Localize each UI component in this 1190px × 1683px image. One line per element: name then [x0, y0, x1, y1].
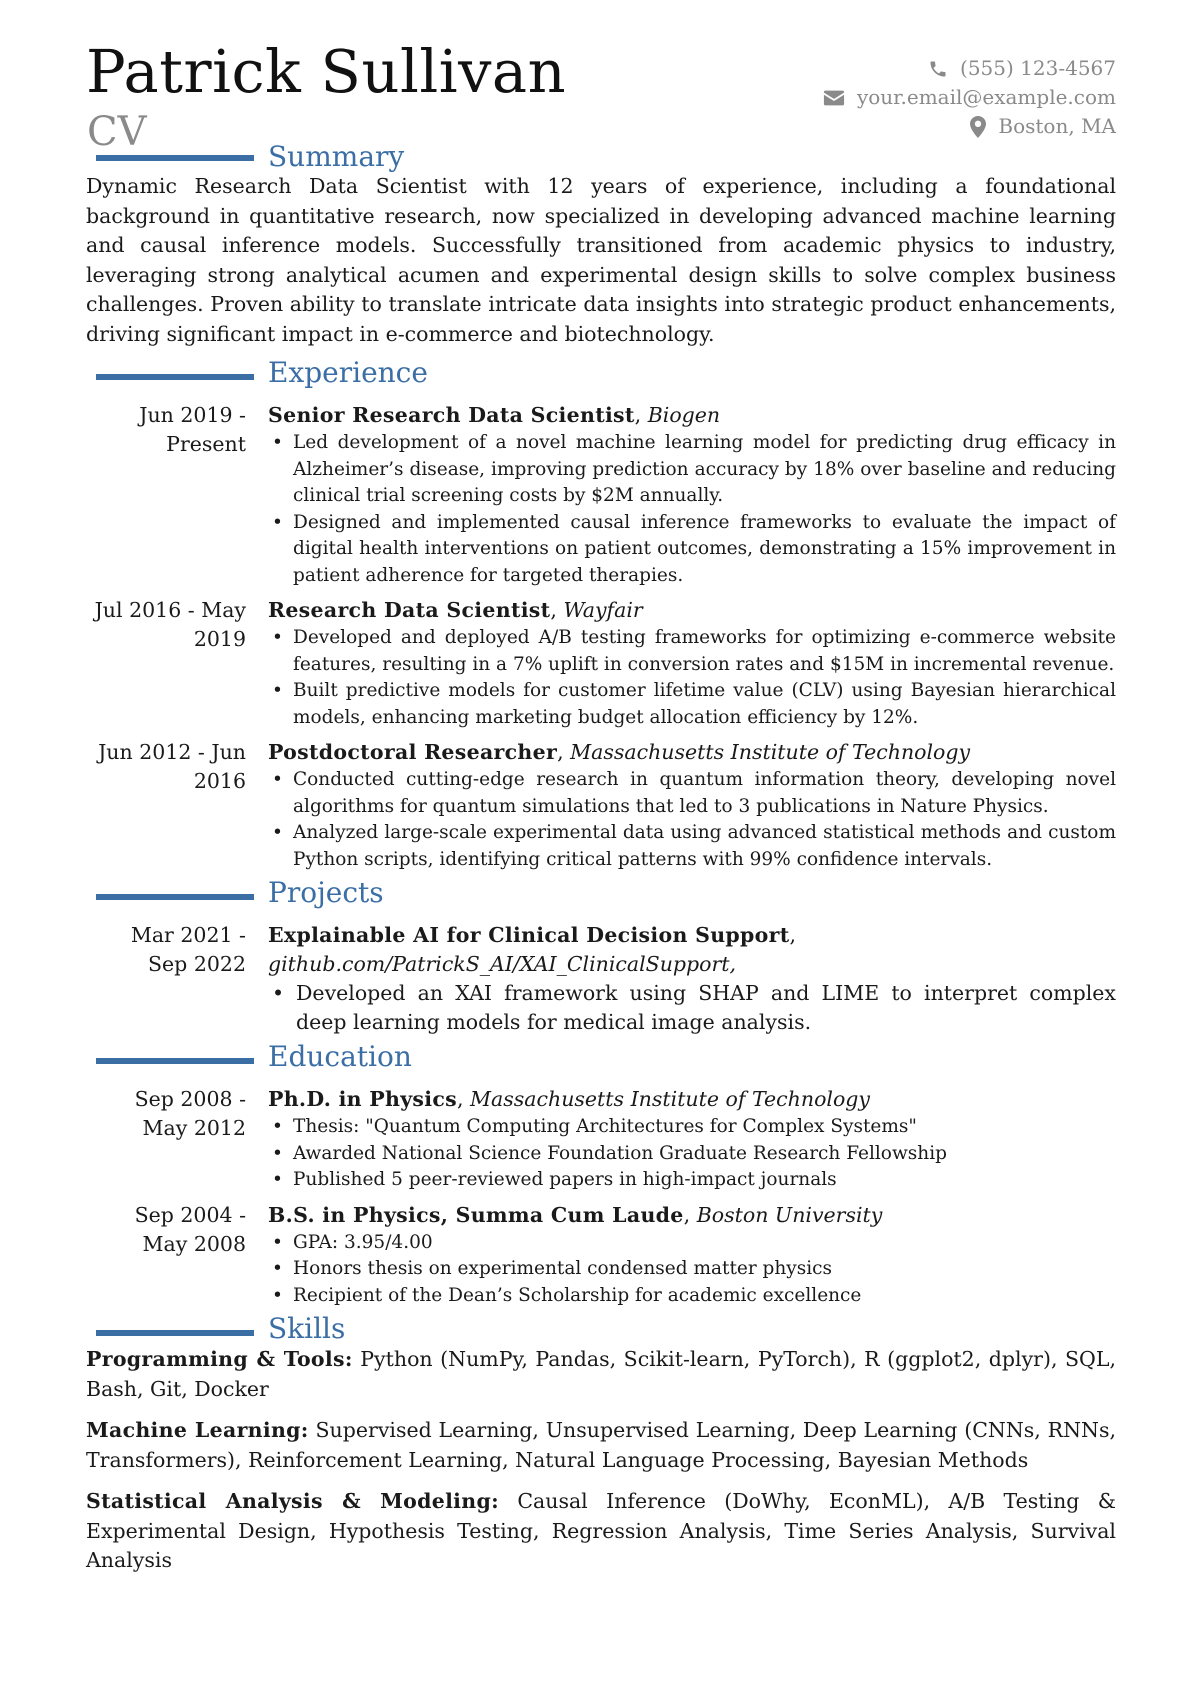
bullet-item: • Led development of a novel machine learning model for predicting drug efficacy in Alzheimer’s disease, improving prediction accuracy by 18% over baseline and reducing clinical trial screening costs by $2M annually.	[268, 430, 1116, 510]
bullet-item: • Thesis: "Quantum Computing Architectures for Complex Systems"	[268, 1114, 1116, 1141]
skill-text: Supervised Learning, Unsupervised Learning, Deep Learning (CNNs, RNNs, Transformers), Reinforcement Learning, Natural Language Processing, Bayesian Methods	[86, 1418, 1116, 1472]
entry-heading: Postdoctoral Researcher, Massachusetts Institute of Technology	[268, 740, 971, 764]
bullet-list	[268, 1114, 1116, 1194]
entry-body	[268, 921, 1116, 1037]
entry-heading: Senior Research Data Scientist, Biogen	[268, 403, 721, 427]
education-entry	[86, 1085, 1116, 1194]
skill-row	[86, 1416, 1116, 1475]
education-section	[86, 1040, 1116, 1309]
entry-body	[268, 738, 1116, 873]
map-pin-icon	[970, 116, 986, 138]
section-title: Education	[268, 1040, 412, 1073]
entry-date: Jun 2019 - Present	[139, 403, 246, 456]
contact-block	[823, 54, 1116, 141]
skill-label: Statistical Analysis & Modeling:	[86, 1489, 499, 1513]
bullet-item: • Designed and implemented causal inference frameworks to evaluate the impact of digital health interventions on patient outcomes, demonstrating a 15% improvement in patient adherence for targeted therapies.	[268, 510, 1116, 590]
bullet-item: • Built predictive models for customer lifetime value (CLV) using Bayesian hierarchical models, enhancing marketing budget allocation efficiency by 12%.	[268, 678, 1116, 731]
bullet-list	[268, 1230, 1116, 1310]
entry-date: Mar 2021 - Sep 2022	[130, 923, 246, 976]
email-link[interactable]: your.email@example.com	[856, 85, 1116, 109]
entry-date: Sep 2004 - May 2008	[134, 1202, 246, 1256]
contact-email	[823, 83, 1116, 112]
section-header	[86, 140, 1116, 173]
skill-row	[86, 1345, 1116, 1404]
entry-organization: Biogen	[647, 403, 721, 427]
bullet-item: • Published 5 peer-reviewed papers in high-impact journals	[268, 1167, 1116, 1194]
experience-entry	[86, 401, 1116, 589]
bullet-item: • GPA: 3.95/4.00	[268, 1230, 1116, 1257]
envelope-icon	[823, 89, 845, 107]
section-header	[86, 1040, 1116, 1081]
bullet-item: • Honors thesis on experimental condensed matter physics	[268, 1256, 1116, 1283]
entry-heading: Ph.D. in Physics, Massachusetts Institute of Technology	[268, 1087, 871, 1111]
location-text: Boston, MA	[998, 114, 1116, 138]
header	[86, 0, 1116, 155]
bullet-list	[268, 625, 1116, 731]
skill-text: Causal Inference (DoWhy, EconML), A/B Testing & Experimental Design, Hypothesis Testing, Regression Analysis, Time Series Analysis, Survival Analysis	[86, 1489, 1117, 1572]
section-rule	[96, 374, 254, 380]
contact-location	[823, 112, 1116, 141]
entry-body	[268, 1201, 1116, 1310]
entry-title: Research Data Scientist	[268, 598, 551, 622]
entry-title: Explainable AI for Clinical Decision Support	[268, 923, 790, 947]
entry-heading: Research Data Scientist, Wayfair	[268, 598, 643, 622]
cv-page	[86, 0, 1116, 1588]
section-title: Experience	[268, 356, 428, 389]
bullet-item: • Developed and deployed A/B testing frameworks for optimizing e-commerce website features, resulting in a 7% uplift in conversion rates and $15M in incremental revenue.	[268, 625, 1116, 678]
section-title: Summary	[268, 140, 405, 173]
entry-date: Jul 2016 - May 2019	[94, 598, 246, 651]
entry-organization: Boston University	[696, 1202, 883, 1227]
section-header	[86, 356, 1116, 397]
bullet-item: • Analyzed large-scale experimental data using advanced statistical methods and custom Python scripts, identifying critical patterns with 99% confidence intervals.	[268, 820, 1116, 873]
section-header	[86, 876, 1116, 917]
entry-title: Senior Research Data Scientist	[268, 403, 635, 427]
section-header	[86, 1312, 1116, 1345]
entry-title: B.S. in Physics, Summa Cum Laude	[268, 1202, 684, 1227]
phone-text[interactable]: (555) 123-4567	[960, 56, 1116, 80]
bullet-item: • Developed an XAI framework using SHAP and LIME to interpret complex deep learning models for medical image analysis.	[268, 979, 1116, 1037]
entry-heading: Explainable AI for Clinical Decision Support, github.com/PatrickS_AI/XAI_ClinicalSupport,	[268, 923, 797, 976]
skill-row	[86, 1487, 1116, 1576]
entry-body	[268, 596, 1116, 731]
phone-icon	[928, 59, 948, 79]
bullet-item: • Recipient of the Dean’s Scholarship for academic excellence	[268, 1283, 1116, 1310]
entry-title: Postdoctoral Researcher	[268, 740, 558, 764]
entry-organization: Massachusetts Institute of Technology	[570, 740, 971, 764]
bullet-list	[268, 430, 1116, 589]
contact-phone	[823, 54, 1116, 83]
section-rule	[96, 155, 254, 161]
entry-body	[268, 1085, 1116, 1194]
skill-label: Machine Learning:	[86, 1418, 309, 1442]
project-link[interactable]: github.com/PatrickS_AI/XAI_ClinicalSupport,	[268, 952, 737, 976]
summary-text: Dynamic Research Data Scientist with 12 years of experience, including a foundational background in quantitative research, now specialized in developing advanced machine learning and causal inference models. Successfully transitioned from academic physics to industry, leveraging strong analytical acumen and experimental design skills to solve complex business challenges. Proven ability to translate intricate data insights into strategic product enhancements, driving significant impact in e-commerce and biotechnology.	[86, 174, 1116, 346]
skill-label: Programming & Tools:	[86, 1347, 353, 1371]
education-entry	[86, 1201, 1116, 1310]
entry-organization: Wayfair	[563, 598, 643, 622]
section-title: Projects	[268, 876, 384, 909]
experience-entry	[86, 738, 1116, 873]
bullet-item: • Conducted cutting-edge research in quantum information theory, developing novel algorithms for quantum simulations that led to 3 publications in Nature Physics.	[268, 767, 1116, 820]
entry-date: Jun 2012 - Jun 2016	[98, 740, 246, 793]
entry-date: Sep 2008 - May 2012	[134, 1087, 246, 1140]
person-name: Patrick Sullivan	[86, 37, 567, 106]
section-rule	[96, 894, 254, 900]
experience-entry	[86, 596, 1116, 731]
entry-organization: Massachusetts Institute of Technology	[470, 1087, 871, 1111]
entry-heading: B.S. in Physics, Summa Cum Laude, Boston University	[268, 1202, 883, 1227]
bullet-list	[268, 979, 1116, 1037]
summary-section	[86, 140, 1116, 349]
section-rule	[96, 1058, 254, 1064]
bullet-list	[268, 767, 1116, 873]
document-subtitle: CV	[87, 109, 147, 155]
entry-body	[268, 401, 1116, 589]
section-title: Skills	[268, 1312, 346, 1345]
projects-entry	[86, 921, 1116, 1037]
section-rule	[96, 1330, 254, 1336]
skills-section	[86, 1312, 1117, 1576]
experience-section	[86, 356, 1116, 873]
entry-title: Ph.D. in Physics	[268, 1087, 457, 1111]
bullet-item: • Awarded National Science Foundation Graduate Research Fellowship	[268, 1141, 1116, 1168]
skill-text: Python (NumPy, Pandas, Scikit-learn, PyTorch), R (ggplot2, dplyr), SQL, Bash, Git, Docker	[86, 1347, 1116, 1401]
projects-section	[86, 876, 1116, 1037]
